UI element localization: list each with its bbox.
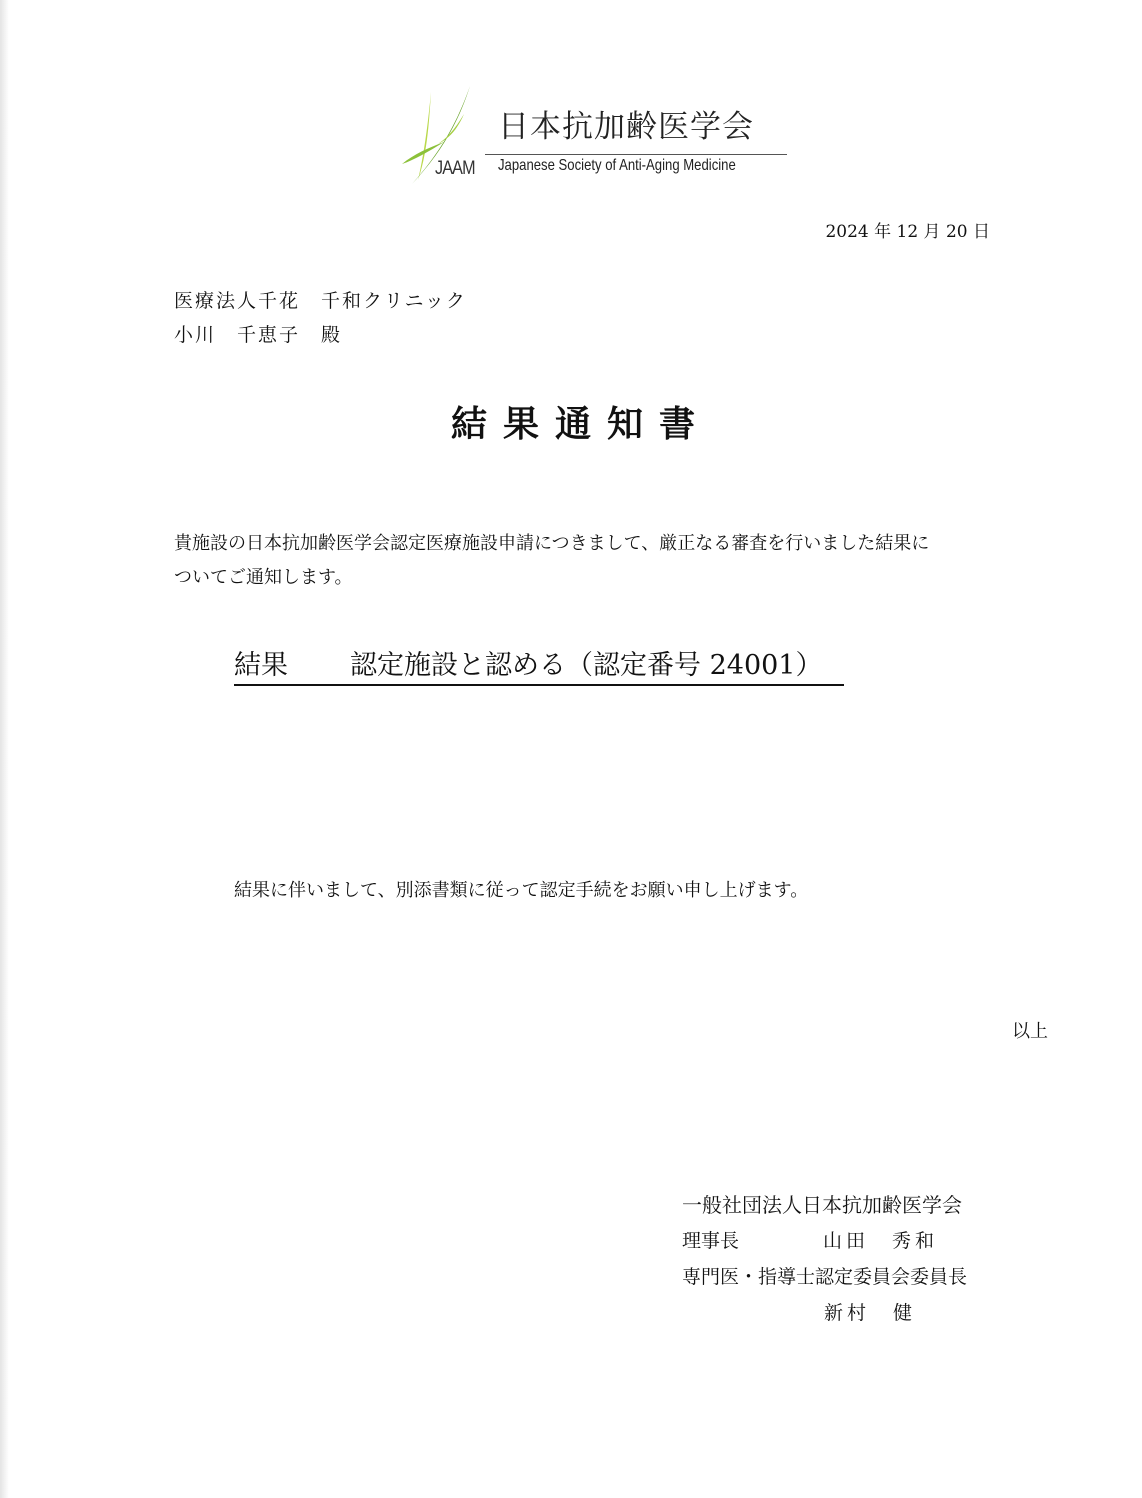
result-value: 認定施設と認める（認定番号 24001） (350, 650, 823, 681)
document-date: 2024 年 12 月 20 日 (825, 222, 990, 242)
result-label: 結果 (234, 650, 288, 681)
document-title: 結果通知書 (450, 404, 711, 445)
society-logo (398, 84, 798, 190)
signature-organization: 一般社団法人日本抗加齢医学会 (682, 1193, 962, 1217)
page-edge-shadow (0, 0, 9, 1498)
closing-mark: 以上 (1012, 1021, 1048, 1042)
chair-name: 山田 秀和 (823, 1230, 939, 1252)
committee-title: 専門医・指導士認定委員会委員長 (682, 1266, 968, 1288)
logo-name-english: Japanese Society of Anti-Aging Medicine (498, 157, 736, 174)
recipient-block (174, 284, 467, 352)
follow-up-text: 結果に伴いまして、別添書類に従って認定手続をお願い申し上げます。 (234, 880, 809, 901)
recipient-organization: 医療法人千花 千和クリニック (174, 290, 467, 312)
logo-abbreviation: JAAM (435, 158, 475, 179)
signature-committee-chair (682, 1296, 967, 1332)
body-paragraph (174, 527, 1044, 595)
body-line-2: ついてご通知します。 (174, 567, 353, 588)
body-line-1: 貴施設の日本抗加齢医学会認定医療施設申請につきまして、厳正なる審査を行いました結果に (174, 533, 930, 554)
logo-divider (485, 154, 787, 155)
chair-title: 理事長 (682, 1230, 740, 1252)
signature-block (682, 1188, 967, 1332)
logo-name-japanese: 日本抗加齢医学会 (498, 109, 754, 145)
signature-chair (682, 1224, 967, 1260)
committee-name: 新村 健 (824, 1302, 917, 1324)
result-statement (234, 643, 844, 686)
recipient-person: 小川 千恵子 殿 (174, 324, 343, 346)
